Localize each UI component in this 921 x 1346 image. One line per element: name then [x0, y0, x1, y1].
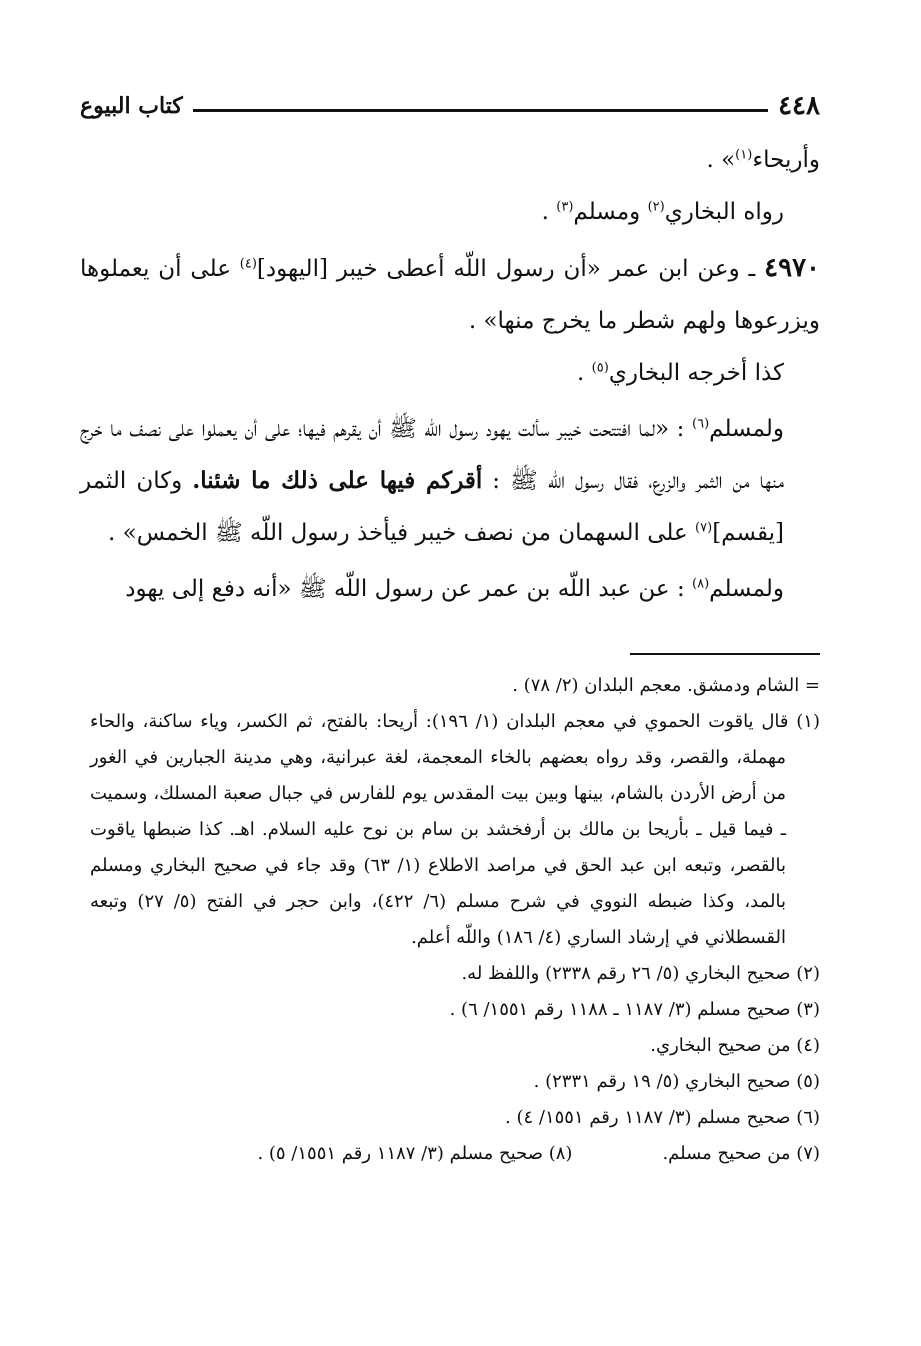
source-note: رواه البخاري$^{(٢)}$ ومسلم$^{(٣)}$ . [541, 199, 784, 225]
footnote-6: (٦) صحيح مسلم (٣/ ١١٨٧ رقم ١٥٥١/ ٤) . [505, 1107, 820, 1128]
page-number: ٤٤٨ [778, 91, 820, 121]
muslim-narration-paragraph: ولمسلم$^{(٦)}$ : «لما افتتحت خيبر سألت يهود رسول اللّه ﷺ أن يقرهم فيها؛ على أن يعملوا على نصف ما خرج منها من الثمر والزرع، فقال رسول اللّه ﷺ : أقركم فيها على ذلك ما شئنا. وكان الثمر [يقسم]$^{(٧)}$ على السهمان من نصف خيبر فيأخذ رسول اللّه ﷺ الخمس» . [80, 416, 784, 546]
header-rule [193, 109, 768, 112]
footnote-ref[interactable]: (٨) [692, 576, 710, 592]
footnote-ref[interactable]: (٣) [556, 199, 574, 215]
footnote-3: (٣) صحيح مسلم (٣/ ١١٨٧ ـ ١١٨٨ رقم ١٥٥١/ ٦) . [449, 999, 820, 1020]
hadith-paragraph: ٤٩٧٠ ـ وعن ابن عمر «أن رسول اللّه أعطى خيبر [اليهود]$^{(٤)}$ على أن يعملوها ويزرعوها ولهم شطر ما يخرج منها» . [80, 253, 820, 334]
footnotes [90, 668, 820, 1172]
footnote-separator [630, 653, 820, 655]
text-line-continuation: وأريحاء$^{(١)}$» . [706, 147, 820, 173]
prophetic-quote: أقركم فيها على ذلك ما شئنا. [192, 467, 483, 494]
footnote-ref[interactable]: (٧) [695, 520, 713, 536]
footnote-7: (٧) من صحيح مسلم. [662, 1143, 820, 1164]
footnote-ref[interactable]: (٤) [239, 256, 257, 272]
footnote-2: (٢) صحيح البخاري (٥/ ٢٦ رقم ٢٣٣٨) واللفظ له. [461, 963, 820, 984]
footnote-ref[interactable]: (٦) [692, 416, 710, 432]
muslim-narration-paragraph: ولمسلم$^{(٨)}$ : عن عبد اللّه بن عمر عن رسول اللّه ﷺ «أنه دفع إلى يهود [125, 576, 784, 602]
footnote-ref[interactable]: (٢) [647, 199, 665, 215]
footnote-4: (٤) من صحيح البخاري. [650, 1035, 820, 1056]
footnote-ref[interactable]: (١) [735, 147, 753, 163]
footnote-8: (٨) صحيح مسلم (٣/ ١١٨٧ رقم ١٥٥١/ ٥) . [257, 1143, 573, 1164]
footnote-continued: = الشام ودمشق. معجم البلدان (٢/ ٧٨) . [512, 675, 820, 696]
main-text [80, 134, 820, 615]
source-note: كذا أخرجه البخاري$^{(٥)}$ . [577, 360, 784, 386]
footnote-row [90, 1136, 820, 1172]
footnote-5: (٥) صحيح البخاري (٥/ ١٩ رقم ٢٣٣١) . [533, 1071, 820, 1092]
footnote-1: (١) قال ياقوت الحموي في معجم البلدان (١/ ١٩٦): أريحا: بالفتح، ثم الكسر، وياء ساكنة، والحاء مهملة، والقصر، وقد رواه بعضهم بالخاء المعجمة، لغة عبرانية، وهي مدينة الجبارين في الغور من أرض الأردن بالشام، بينها وبين بيت المقدس يوم للفارس في جبال صعبة المسلك، وسميت ـ فيما قيل ـ بأريحا بن مالك بن أرفخشد بن سام بن نوح عليه السلام. اهـ. كذا ضبطها ياقوت بالقصر، وتبعه ابن عبد الحق في مراصد الاطلاع (١/ ٦٣) وقد جاء في صحيح البخاري ومسلم بالمد، وكذا ضبطه النووي في شرح مسلم (٦/ ٤٢٢)، وابن حجر في الفتح (٥/ ٢٧) وتبعه القسطلاني في إرشاد الساري (٤/ ١٨٦) واللّه أعلم. [90, 711, 820, 948]
running-title: كتاب البيوع [80, 93, 183, 119]
hadith-number: ٤٩٧٠ [764, 253, 820, 283]
footnote-ref[interactable]: (٥) [591, 360, 609, 376]
page-header [80, 88, 820, 124]
